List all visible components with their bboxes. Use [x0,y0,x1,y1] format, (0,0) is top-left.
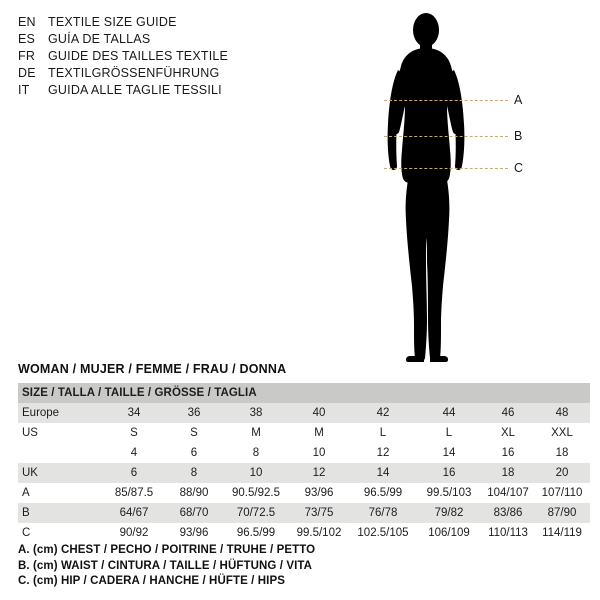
table-cell: 6 [104,463,164,483]
table-cell: 102.5/105 [350,523,416,543]
table-cell: 110/113 [482,523,534,543]
table-cell: 106/109 [416,523,482,543]
row-label: Europe [18,403,104,423]
table-cell: 104/107 [482,483,534,503]
table-cell: 16 [416,463,482,483]
table-cell: 42 [350,403,416,423]
table-cell: 14 [416,443,482,463]
table-cell: 8 [164,463,224,483]
language-title: GUÍA DE TALLAS [48,32,151,46]
table-header-label: SIZE / TALLA / TAILLE / GRÖSSE / TAGLIA [18,383,590,403]
measure-line-b [384,136,508,137]
language-title: GUIDE DES TAILLES TEXTILE [48,49,229,63]
measure-label-c: C [514,161,524,175]
measure-label-b: B [514,129,523,143]
table-cell: 12 [288,463,350,483]
measure-label-a: A [514,93,523,107]
table-cell: 4 [104,443,164,463]
table-cell: 79/82 [416,503,482,523]
table-row [18,503,590,523]
language-row [18,14,318,30]
table-cell: 44 [416,403,482,423]
table-cell: 6 [164,443,224,463]
table-row [18,523,590,543]
table-row [18,443,590,463]
table-header-row [18,383,590,403]
language-code: IT [18,83,30,97]
row-label: A [18,483,104,503]
language-row [18,31,318,47]
table-cell: 38 [224,403,288,423]
measure-line-c [384,168,508,169]
table-cell: XXL [534,423,590,443]
table-cell: 90.5/92.5 [224,483,288,503]
language-row [18,82,318,98]
size-table [18,383,590,543]
female-silhouette-icon [364,8,584,368]
language-row [18,48,318,64]
section-heading: WOMAN / MUJER / FEMME / FRAU / DONNA [18,362,287,376]
table-cell: 10 [224,463,288,483]
table-cell: 93/96 [288,483,350,503]
table-cell: 18 [534,443,590,463]
body-figure [364,8,584,368]
table-cell: 99.5/102 [288,523,350,543]
table-cell: 20 [534,463,590,483]
language-code: DE [18,66,36,80]
table-cell: L [416,423,482,443]
language-row [18,65,318,81]
language-title: TEXTILE SIZE GUIDE [48,15,177,29]
row-label: B [18,503,104,523]
table-cell: 36 [164,403,224,423]
row-label: US [18,423,104,443]
table-cell: M [224,423,288,443]
table-cell: 18 [482,463,534,483]
legend-item-c: C. (cm) HIP / CADERA / HANCHE / HÜFTE / HIPS [18,575,286,587]
table-cell: 8 [224,443,288,463]
language-title: TEXTILGRÖSSENFÜHRUNG [48,66,220,80]
table-row [18,403,590,423]
table-cell: 76/78 [350,503,416,523]
table-cell: 68/70 [164,503,224,523]
table-cell: 107/110 [534,483,590,503]
size-table-wrapper [18,383,582,543]
legend-item-a: A. (cm) CHEST / PECHO / POITRINE / TRUHE / PETTO [18,544,316,556]
table-row [18,423,590,443]
table-cell: 14 [350,463,416,483]
table-cell: 64/67 [104,503,164,523]
row-label: UK [18,463,104,483]
table-cell: S [104,423,164,443]
table-cell: 83/86 [482,503,534,523]
table-cell: 10 [288,443,350,463]
table-cell: 90/92 [104,523,164,543]
table-cell: S [164,423,224,443]
table-cell: 70/72.5 [224,503,288,523]
table-cell: 96.5/99 [350,483,416,503]
row-label: C [18,523,104,543]
table-cell: 46 [482,403,534,423]
legend-item-b: B. (cm) WAIST / CINTURA / TAILLE / HÜFTUNG / VITA [18,559,313,572]
measurement-legend [18,543,518,590]
table-cell: L [350,423,416,443]
table-cell: 12 [350,443,416,463]
table-cell: M [288,423,350,443]
language-code: ES [18,32,36,46]
language-code: EN [18,15,36,29]
language-titles-block [18,14,318,99]
table-row [18,483,590,503]
table-cell: 40 [288,403,350,423]
table-row [18,463,590,483]
table-cell: 87/90 [534,503,590,523]
table-cell: 34 [104,403,164,423]
measure-line-a [384,100,508,101]
table-cell: 16 [482,443,534,463]
language-code: FR [18,49,36,63]
table-cell: 96.5/99 [224,523,288,543]
table-cell: 93/96 [164,523,224,543]
row-label [18,443,104,463]
table-cell: 88/90 [164,483,224,503]
table-cell: 73/75 [288,503,350,523]
table-cell: 85/87.5 [104,483,164,503]
table-cell: 114/119 [534,523,590,543]
table-cell: XL [482,423,534,443]
table-cell: 48 [534,403,590,423]
language-title: GUIDA ALLE TAGLIE TESSILI [48,83,222,97]
table-cell: 99.5/103 [416,483,482,503]
